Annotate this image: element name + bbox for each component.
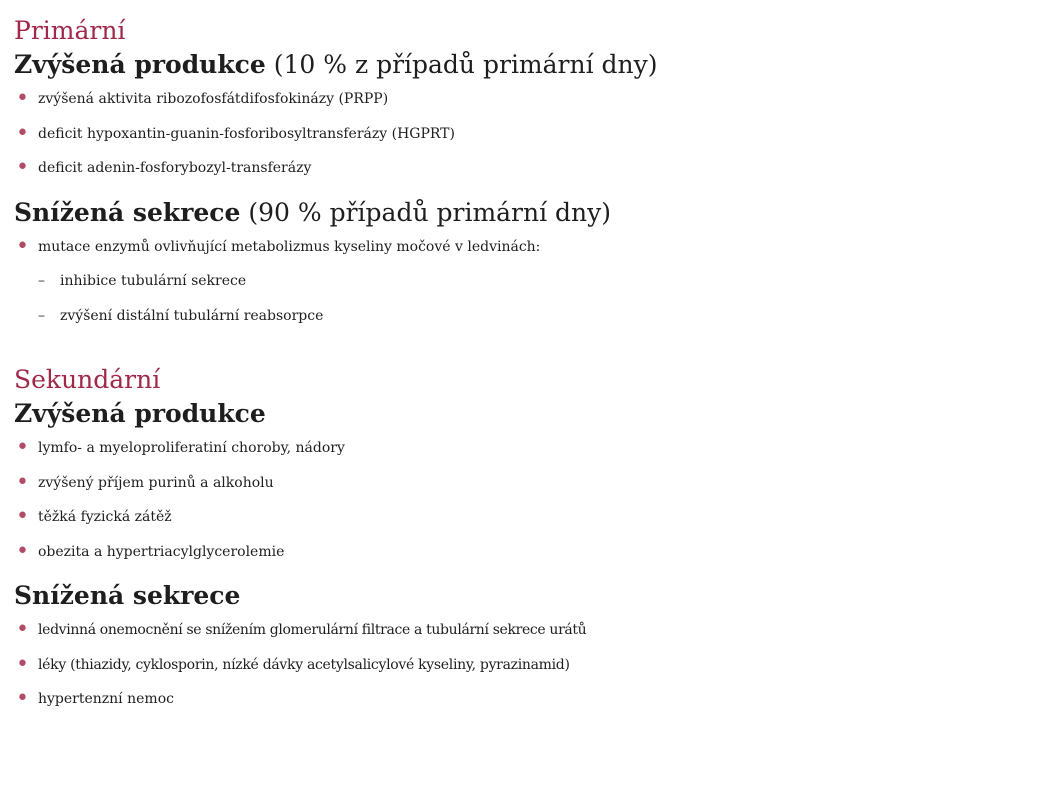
sub-item-list [14, 264, 1059, 333]
list-item: • zvýšená aktivita ribozofosfátdifosfokinázy (PRPP) [14, 82, 1059, 117]
list-item: • obezita a hypertriacylglycerolemie [14, 535, 1059, 570]
section-primary [14, 14, 1059, 333]
item-list [14, 82, 1059, 186]
dash-icon: – [38, 307, 45, 324]
bullet-icon: • [16, 504, 29, 529]
section-title: Primární [14, 16, 126, 45]
list-item: • těžká fyzická zátěž [14, 500, 1059, 535]
bullet-icon: • [16, 435, 29, 460]
bullet-icon: • [16, 651, 29, 677]
bullet-icon: • [16, 686, 29, 711]
item-list [14, 431, 1059, 569]
group-heading: Zvýšená produkce [14, 399, 266, 428]
group-note: (90 % případů primární dny) [240, 197, 612, 227]
bullet-icon: • [16, 86, 29, 111]
group-increased-production [14, 397, 1059, 569]
list-item: • lymfo- a myeloproliferatiní choroby, nádory [14, 431, 1059, 466]
list-item: • deficit hypoxantin-guanin-fosforibosyltransferázy (HGPRT) [14, 117, 1059, 152]
list-item: • mutace enzymů ovlivňující metabolizmus kyseliny močové v ledvinách: [14, 230, 1059, 265]
group-reduced-secretion [14, 579, 1059, 717]
group-heading: Zvýšená produkce (10 % z případů primární dny) [14, 50, 658, 79]
group-heading: Snížená sekrece [14, 581, 241, 610]
list-item: • zvýšený příjem purinů a alkoholu [14, 466, 1059, 501]
list-item: • hypertenzní nemoc [14, 682, 1059, 717]
dash-icon: – [38, 273, 45, 289]
item-list [14, 230, 1059, 265]
bullet-icon: • [16, 538, 29, 564]
bullet-icon: • [16, 617, 29, 642]
section-title: Sekundární [14, 365, 161, 394]
bullet-icon: • [16, 233, 29, 259]
sub-list-item: – inhibice tubulární sekrece [38, 264, 1059, 299]
group-reduced-secretion [14, 196, 1059, 334]
section-secondary [14, 363, 1059, 717]
group-increased-production [14, 48, 1059, 186]
group-heading: Snížená sekrece (90 % případů primární dny) [14, 197, 612, 227]
list-item: • léky (thiazidy, cyklosporin, nízké dávky acetylsalicylové kyseliny, pyrazinamid) [14, 648, 1059, 683]
bullet-icon: • [16, 155, 29, 180]
bullet-icon: • [16, 120, 29, 146]
list-item: • ledvinná onemocnění se snížením glomerulární filtrace a tubulární sekrece urátů [14, 613, 1059, 648]
item-list [14, 613, 1059, 717]
bullet-icon: • [16, 469, 29, 495]
sub-list-item: – zvýšení distální tubulární reabsorpce [38, 299, 1059, 334]
group-note: (10 % z případů primární dny) [265, 50, 658, 79]
list-item: • deficit adenin-fosforybozyl-transferázy [14, 151, 1059, 186]
